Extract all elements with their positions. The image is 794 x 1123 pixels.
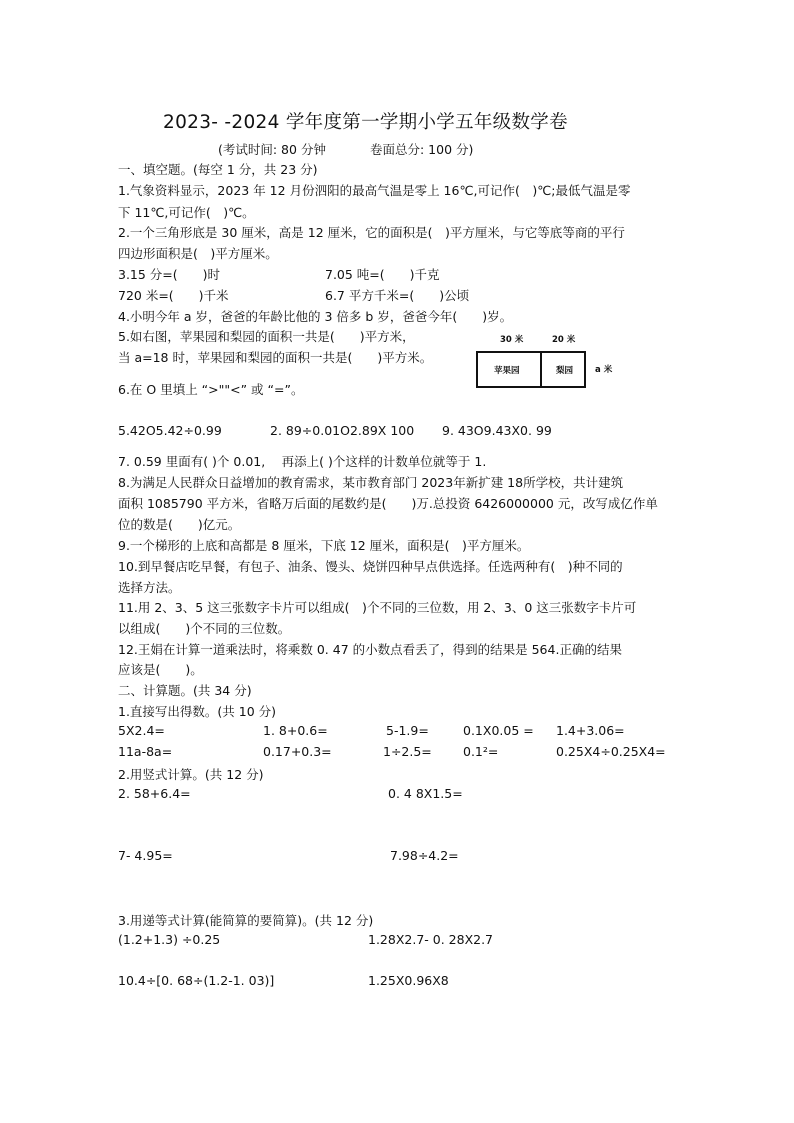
question-8-line-2: 面积 1085790 平方米，省略万后面的尾数约是( )万.总投资 6426000000 元，改写成亿作单 bbox=[118, 496, 658, 511]
question-8-line-3: 位的数是( )亿元。 bbox=[118, 517, 241, 532]
question-6-a: 5.42O5.42÷0.99 bbox=[118, 423, 222, 438]
question-6: 6.在 O 里填上 “>""<” 或 “=”。 bbox=[118, 382, 304, 397]
direct-calc-1: 5X2.4= bbox=[118, 723, 165, 738]
question-5-line-2: 当 a=18 时，苹果园和梨园的面积一共是( )平方米。 bbox=[118, 350, 433, 365]
direct-calc-3: 5-1.9= bbox=[386, 723, 429, 738]
stepwise-calc-2: 1.28X2.7- 0. 28X2.7 bbox=[368, 932, 494, 947]
question-3-b: 7.05 吨=( )千克 bbox=[325, 267, 440, 282]
exam-total-score: 卷面总分: 100 分) bbox=[370, 142, 474, 157]
question-7: 7. 0.59 里面有( )个 0.01, 再添上( )个这样的计数单位就等于 1. bbox=[118, 454, 487, 469]
question-5-line-1: 5.如右图，苹果园和梨园的面积一共是( )平方米， bbox=[118, 329, 415, 344]
vertical-calc-3: 7- 4.95= bbox=[118, 848, 173, 863]
question-1-line-1: 1.气象资料显示，2023 年 12 月份泗阳的最高气温是零上 16℃,可记作( )℃;最低气温是零 bbox=[118, 183, 631, 198]
direct-calc-10: 0.25X4÷0.25X4= bbox=[556, 744, 666, 759]
section-heading-fill-blank: 一、填空题。(每空 1 分，共 23 分) bbox=[118, 162, 318, 177]
question-9: 9.一个梯形的上底和高都是 8 厘米，下底 12 厘米，面积是( )平方厘米。 bbox=[118, 538, 530, 553]
apple-orchard-label: 苹果园 bbox=[494, 366, 520, 376]
question-1-line-2: 下 11℃,可记作( )℃。 bbox=[118, 205, 255, 220]
question-11-line-1: 11.用 2、3、5 这三张数字卡片可以组成( )个不同的三位数，用 2、3、0 这三张数字卡片可 bbox=[118, 600, 637, 615]
pear-orchard-label: 梨园 bbox=[556, 366, 574, 376]
direct-calc-4: 0.1X0.05 = bbox=[463, 723, 534, 738]
question-4: 4.小明今年 a 岁，爸爸的年龄比他的 3 倍多 b 岁，爸爸今年( )岁。 bbox=[118, 309, 513, 324]
direct-calc-7: 0.17+0.3= bbox=[263, 744, 332, 759]
vertical-calc-4: 7.98÷4.2= bbox=[390, 848, 459, 863]
direct-calc-9: 0.1²= bbox=[463, 744, 499, 759]
vertical-calc-2: 0. 4 8X1.5= bbox=[388, 786, 463, 801]
direct-calc-2: 1. 8+0.6= bbox=[263, 723, 328, 738]
sub-heading-stepwise: 3.用递等式计算(能简算的要简算)。(共 12 分) bbox=[118, 913, 374, 928]
question-6-b: 2. 89÷0.01O2.89X 100 bbox=[270, 423, 415, 438]
question-8-line-1: 8.为满足人民群众日益增加的教育需求，某市教育部门 2023年新扩建 18所学校，共计建筑 bbox=[118, 475, 624, 490]
direct-calc-6: 11a-8a= bbox=[118, 744, 173, 759]
label-pear-width: 20 米 bbox=[552, 335, 576, 345]
question-10-line-1: 10.到早餐店吃早餐，有包子、油条、馒头、烧饼四种早点供选择。任选两种有( )种不同的 bbox=[118, 559, 623, 574]
label-apple-width: 30 米 bbox=[500, 335, 524, 345]
question-3-c: 720 米=( )千米 bbox=[118, 288, 229, 303]
direct-calc-8: 1÷2.5= bbox=[383, 744, 432, 759]
section-heading-calculation: 二、计算题。(共 34 分) bbox=[118, 683, 252, 698]
exam-time: (考试时间: 80 分钟 bbox=[218, 142, 326, 157]
question-10-line-2: 选择方法。 bbox=[118, 580, 181, 595]
sub-heading-direct: 1.直接写出得数。(共 10 分) bbox=[118, 704, 277, 719]
direct-calc-5: 1.4+3.06= bbox=[556, 723, 625, 738]
stepwise-calc-3: 10.4÷[0. 68÷(1.2-1. 03)] bbox=[118, 973, 275, 988]
question-3-a: 3.15 分=( )时 bbox=[118, 267, 221, 282]
question-12-line-1: 12.王娟在计算一道乘法时，将乘数 0. 47 的小数点看丢了，得到的结果是 564.正确的结果 bbox=[118, 642, 622, 657]
stepwise-calc-4: 1.25X0.96X8 bbox=[368, 973, 449, 988]
vertical-calc-1: 2. 58+6.4= bbox=[118, 786, 191, 801]
sub-heading-vertical: 2.用竖式计算。(共 12 分) bbox=[118, 767, 264, 782]
question-11-line-2: 以组成( )个不同的三位数。 bbox=[118, 621, 291, 636]
question-6-c: 9. 43O9.43X0. 99 bbox=[442, 423, 552, 438]
question-12-line-2: 应该是( )。 bbox=[118, 662, 203, 677]
question-2-line-1: 2.一个三角形底是 30 厘米，高是 12 厘米，它的面积是( )平方厘米，与它等底等商的平行 bbox=[118, 225, 625, 240]
label-height-a: a 米 bbox=[595, 365, 613, 375]
stepwise-calc-1: (1.2+1.3) ÷0.25 bbox=[118, 932, 221, 947]
question-3-d: 6.7 平方千米=( )公顷 bbox=[325, 288, 470, 303]
page-title: 2023- -2024 学年度第一学期小学五年级数学卷 bbox=[163, 112, 568, 133]
question-2-line-2: 四边形面积是( )平方厘米。 bbox=[118, 246, 278, 261]
